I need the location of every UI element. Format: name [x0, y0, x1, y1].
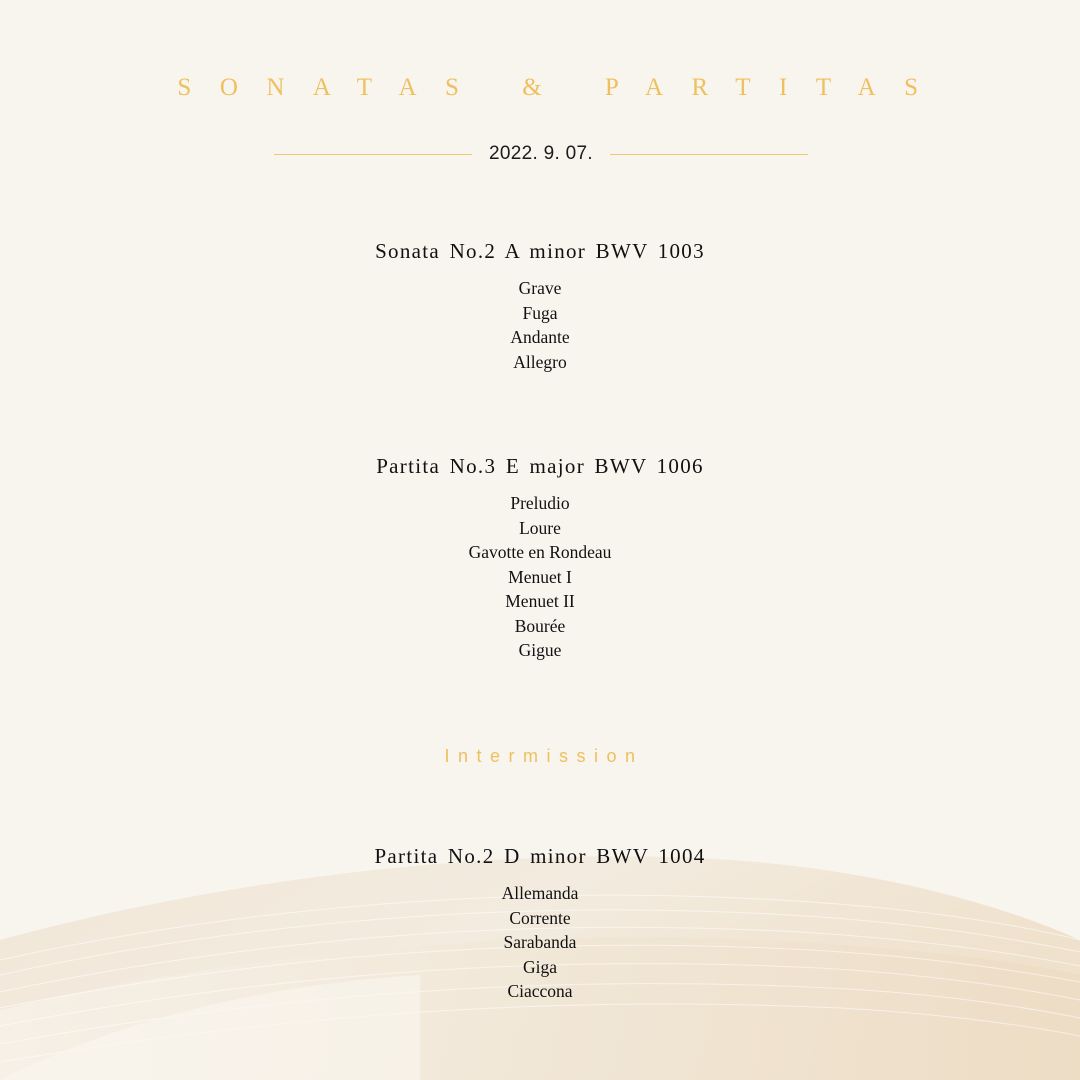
movement-item: Menuet I	[508, 566, 572, 587]
movement-item: Preludio	[510, 493, 570, 513]
movement-item: Loure	[519, 517, 561, 538]
movement-item: Menuet II	[505, 591, 575, 611]
concert-date: 2022. 9. 07.	[489, 143, 593, 164]
movement-item: Giga	[522, 956, 558, 977]
movement-item: Gavotte en Rondeau	[468, 542, 612, 562]
movement-item: Andante	[510, 327, 570, 347]
date-row	[274, 140, 808, 168]
movement-item: Fuga	[522, 302, 558, 323]
movement-list	[0, 276, 1080, 374]
movement-item: Ciaccona	[507, 981, 573, 1001]
piece-title: Sonata No.2 A minor BWV 1003	[375, 239, 705, 263]
right-divider-line	[610, 154, 808, 155]
piece-partita-no3	[0, 452, 1080, 663]
movement-item: Allemanda	[501, 883, 579, 903]
movement-item: Allegro	[513, 351, 567, 372]
piece-title: Partita No.2 D minor BWV 1004	[374, 844, 706, 868]
movement-item: Gigue	[518, 640, 562, 660]
movement-item: Corrente	[509, 907, 571, 928]
movement-list	[0, 881, 1080, 1004]
piece-sonata-no2	[0, 237, 1080, 374]
movement-item: Grave	[518, 278, 562, 298]
left-divider-line	[274, 154, 472, 155]
movement-item: Bourée	[514, 615, 566, 636]
intermission-label: Intermission	[444, 746, 644, 766]
movement-list	[0, 491, 1080, 663]
piece-title: Partita No.3 E major BWV 1006	[376, 454, 704, 478]
movement-item: Sarabanda	[503, 932, 577, 952]
piece-partita-no2	[0, 842, 1080, 1004]
program-title: SONATAS & PARTITAS	[177, 74, 947, 101]
